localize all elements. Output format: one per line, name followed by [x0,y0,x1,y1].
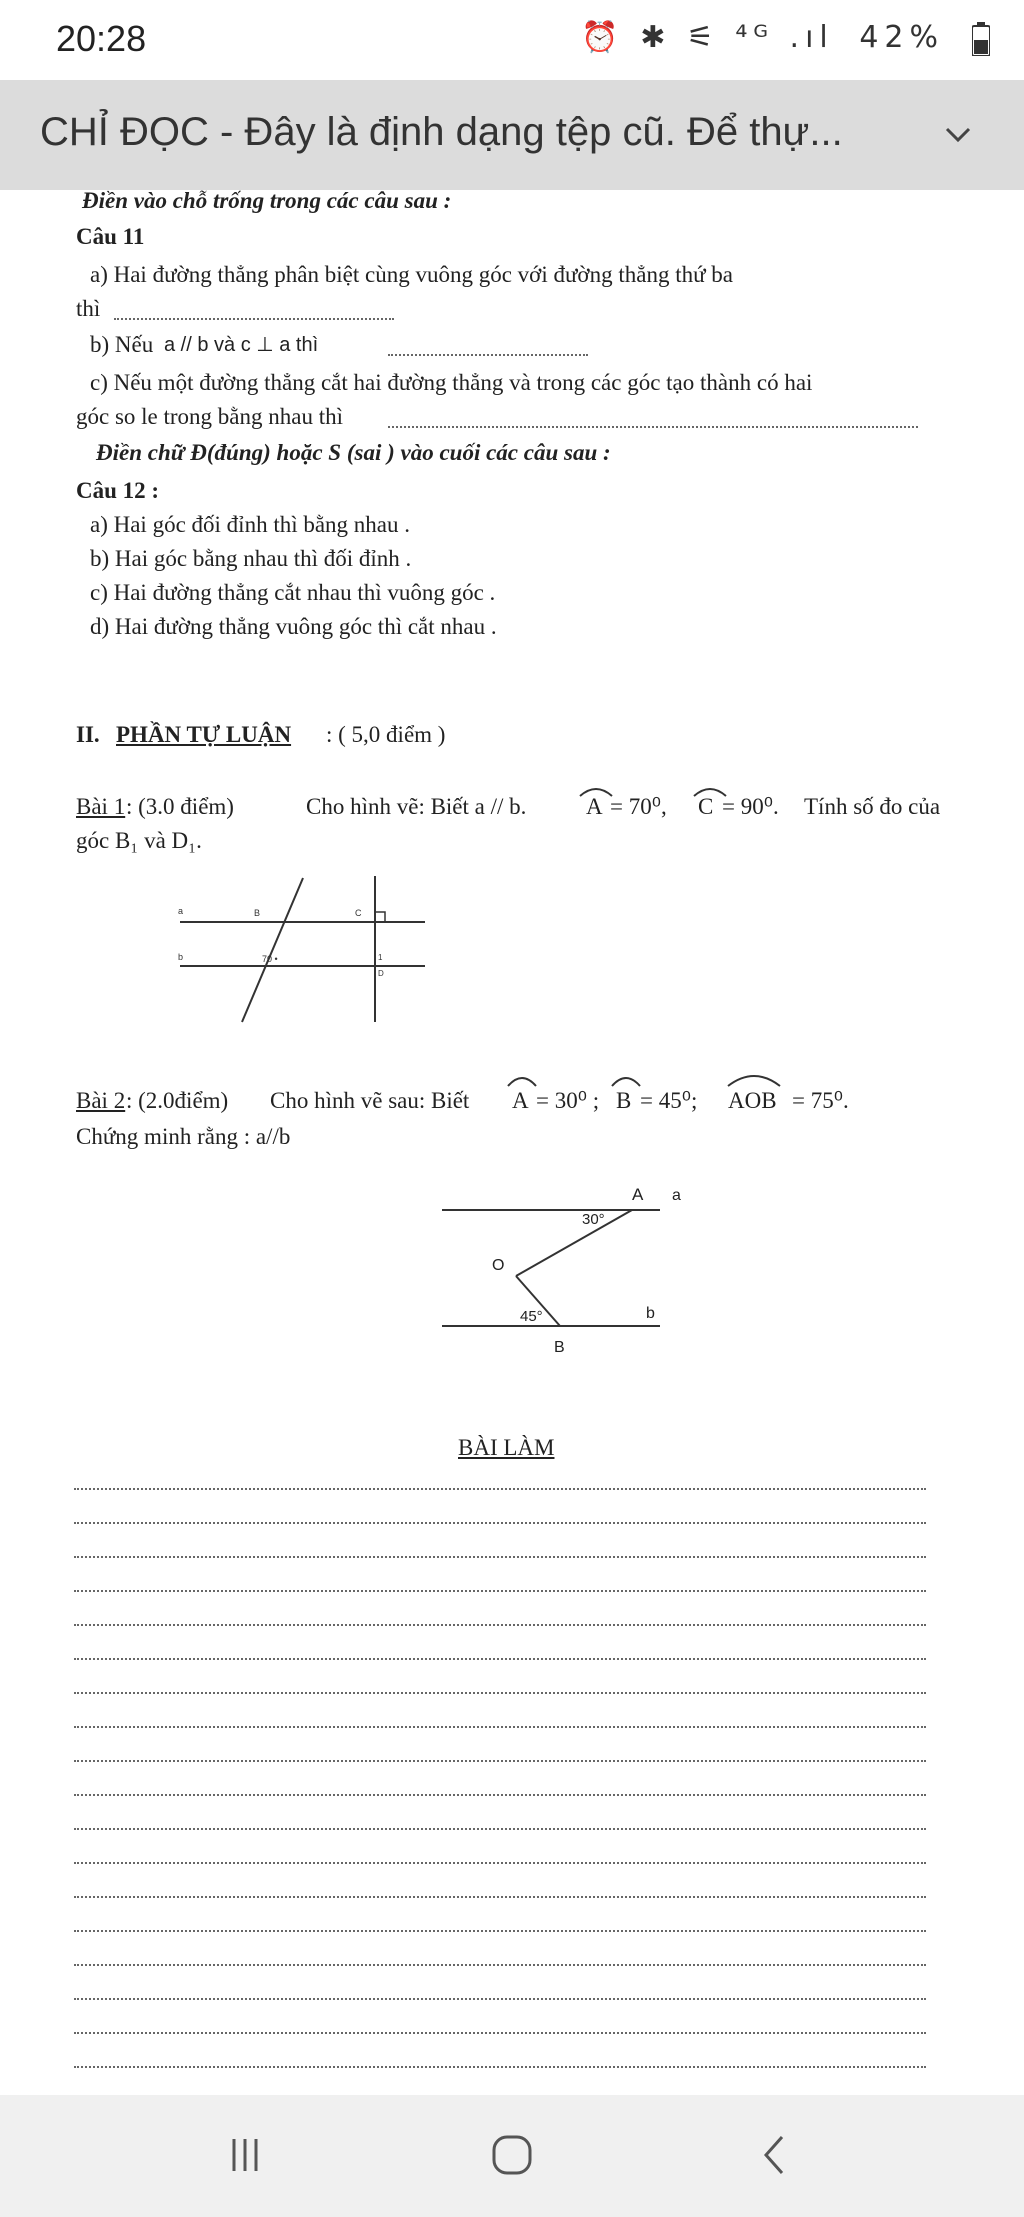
answer-line [74,1624,926,1626]
transversal-line [242,878,303,1022]
question-11b-label: b) Nếu [90,332,154,357]
question-12a: a) Hai góc đối đỉnh thì bằng nhau . [90,512,411,537]
bai-1-task: Tính số đo của [804,794,941,819]
segment-AO [516,1210,632,1276]
bai-2-angle-a: A [512,1088,529,1113]
bai-2-points: : (2.0điểm) [126,1088,229,1113]
answer-line [74,1488,926,1490]
question-12b: b) Hai góc bằng nhau thì đối đỉnh . [90,546,412,571]
fig2-label-O: O [492,1257,505,1274]
bai-2-label: Bài 2 [76,1088,126,1113]
blank-line [388,354,588,356]
home-icon[interactable] [477,2125,547,2185]
bai-1-angle-c: C [698,794,714,819]
chevron-down-icon[interactable] [942,118,974,150]
bai-2-prove: Chứng minh rằng : a//b [76,1124,291,1149]
fig2-label-45: 45° [520,1308,543,1325]
answer-line [74,1930,926,1932]
fig2-label-A: A [632,1185,644,1204]
recents-icon[interactable] [210,2125,280,2185]
bai-1-angle-c-value: = 90⁰. [722,794,779,819]
battery-icon [972,22,990,56]
bai-1-points: : (3.0 điểm) [126,794,234,819]
bai-1-task-line2: góc B₁ và D₁. [76,828,202,853]
answer-line [74,1964,926,1966]
angle-hat-icon [724,1066,784,1088]
status-icon-group: ⏰ ✱ ⚟ ⁴ᴳ .ıl [581,20,834,55]
answer-line [74,2032,926,2034]
answer-line [74,1692,926,1694]
banner-text: CHỈ ĐỌC - Đây là định dạng tệp cũ. Để thự... [40,110,843,154]
answer-line [74,1760,926,1762]
fig2-label-30: 30° [582,1211,605,1228]
answer-line [74,1862,926,1864]
question-12d: d) Hai đường thẳng vuông góc thì cắt nhau . [90,614,497,639]
answer-line [74,1726,926,1728]
angle-hat-icon [608,1070,644,1088]
answer-line [74,1658,926,1660]
bai-2-text: Cho hình vẽ sau: Biết [270,1088,470,1113]
bai-1-text: Cho hình vẽ: Biết a // b. [306,794,527,819]
bai-2-angle-b-value: = 45⁰; [640,1088,698,1113]
bai-2-angle-a-value: = 30⁰ ; [536,1088,600,1113]
figure-1-parallel-lines [170,870,440,1030]
blank-line [114,318,394,320]
instruction-true-false: Điền chữ Đ(đúng) hoặc S (sai ) vào cuối các câu sau : [96,440,611,465]
fig2-label-B: B [554,1339,565,1356]
section-2-points: : ( 5,0 điểm ) [326,722,446,747]
fig1-label-a: a [178,906,184,916]
section-2-title: PHẦN TỰ LUẬN [116,722,292,747]
status-time: 20:28 [56,18,147,59]
fig1-label-C: C [355,908,362,918]
bai-1-label: Bài 1 [76,794,126,819]
bai-2-angle-aob-value: = 75⁰. [792,1088,849,1113]
navigation-bar [0,2095,1024,2217]
angle-hat-icon [504,1070,540,1088]
document-page[interactable] [0,190,1024,2095]
blank-line [388,426,918,428]
question-11-title: Câu 11 [76,224,145,249]
bai-1-angle-a-value: = 70⁰, [610,794,667,819]
status-icons [581,20,944,55]
battery-percent: 42% [859,20,944,55]
fig1-label-b: b [178,952,184,962]
question-11b-expression: a // b và c ⊥ a thì [164,334,319,356]
answer-line [74,1896,926,1898]
question-11c: c) Nếu một đường thẳng cắt hai đường thẳng và trong các góc tạo thành có hai [90,370,813,395]
status-bar [0,0,1024,80]
question-11a: a) Hai đường thẳng phân biệt cùng vuông góc với đường thẳng thứ ba [90,262,734,287]
back-icon[interactable] [740,2125,810,2185]
fig2-label-a: a [672,1187,681,1204]
answer-line [74,1522,926,1524]
fig1-label-1: 1 [378,953,383,962]
question-11c-cont: góc so le trong bằng nhau thì [76,404,344,429]
question-12c: c) Hai đường thẳng cắt nhau thì vuông góc . [90,580,496,605]
section-2-number: II. [76,722,100,747]
bai-1-angle-a: A [586,794,603,819]
question-11a-cont: thì [76,296,101,321]
bai-2-angle-b: B [616,1088,632,1113]
fig1-label-D: D [378,969,384,978]
answer-line [74,1556,926,1558]
answer-line [74,1828,926,1830]
fig1-label-B: B [254,908,261,918]
figure-2-zigzag [420,1170,700,1370]
answer-line [74,1794,926,1796]
fig1-label-angle: 70 • [262,954,278,964]
instruction-fill-blank: Điền vào chỗ trống trong các câu sau : [82,190,452,213]
bai-lam-title: BÀI LÀM [458,1435,555,1460]
answer-line [74,1998,926,2000]
answer-line [74,1590,926,1592]
read-only-banner[interactable] [0,80,1024,190]
fig2-label-b: b [646,1305,655,1322]
bai-2-angle-aob: AOB [728,1088,777,1113]
question-12-title: Câu 12 : [76,478,160,503]
answer-line [74,2066,926,2068]
